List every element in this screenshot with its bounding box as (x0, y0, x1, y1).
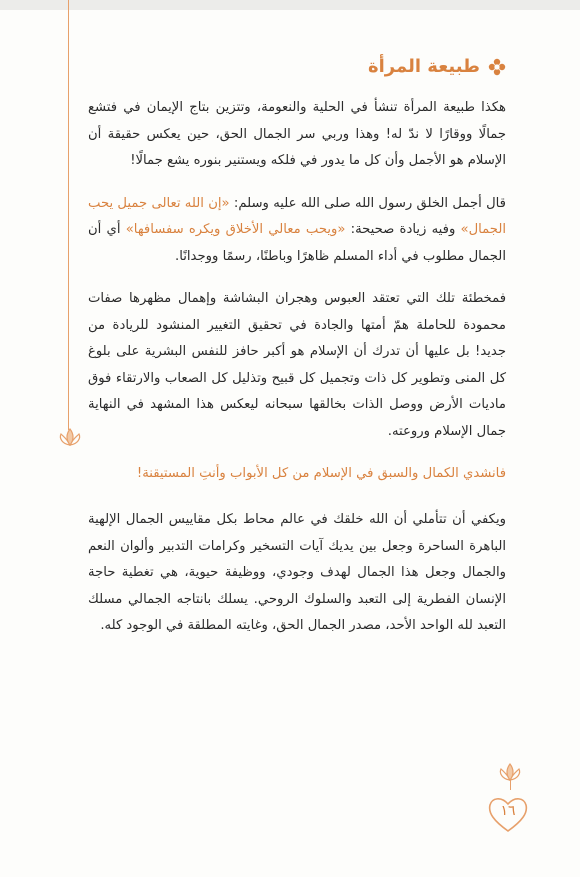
hadith-quote: «إن الله تعالى جميل يحب الجمال» (88, 195, 507, 237)
hadith-addition-quote: «ويحب معالي الأخلاق ويكره سفسافها» (125, 222, 346, 237)
paragraph-hadith (88, 191, 506, 271)
hadith-intro-text: قال أجمل الخلق رسول الله صلى الله عليه وسلم: (229, 195, 506, 211)
paragraph-intro: هكذا طبيعة المرأة تنشأ في الحلية والنعومة، وتتزين بتاج الإيمان في فتشع جمالًا ووقارًا لا ندّ له! وهذا وربي سر الجمال الحق، حين يعكس حقيقة أن الإسلام هو الأجمل وأن كل ما يدور في فلكه ويستنير بنوره يشع جمالًا! (88, 100, 506, 168)
page-title: طبيعة المرأة (368, 56, 480, 77)
paragraph-closing: ويكفي أن تتأملي أن الله خلقك في عالم محاط بكل مقاييس الجمال الإلهية الباهرة الساحرة وجعل بين يديك آيات التسخير وكرامات التدبير وألوان النعم والجمال وجعل هذا الجمال لهدف وجودي، ووظيفة حيوية، هي تغطية حاجة الإنسان الفطرية إلى التعبد والسلوك الروحي. يسلك بانتاجه الجمالي مسلك التعبد لله الواحد الأحد، مصدر الجمال الحق، وغايته المطلقة في الوجود كله. (88, 512, 506, 633)
page-number: ١٦ (500, 803, 516, 819)
paragraph-main: فمخطئة تلك التي تعتقد العبوس وهجران البشاشة وإهمال مظهرها صفات محمودة للحاملة همّ أمتها والجادة في تحقيق التغيير المنشود للريادة من جديد! بل عليها أن تدرك أن الإسلام هو أكبر حافز للنفس البشرية على بلوغ كل المنى وتطوير كل ذات وتجميل كل قبيح وتذليل كل الصعاب والارتقاء فوق ماديات الأرض ووصل الذات بخالقها سبحانه ليعكس هذا المشهد في النهاية جمال الإسلام وروعته. (88, 291, 506, 439)
decorative-vertical-line (510, 780, 511, 790)
lotus-ornament-icon (58, 428, 82, 446)
flower-icon (488, 58, 506, 76)
article-body (88, 56, 506, 656)
hadith-explanation-text: أي أن الجمال مطلوب في أداء المسلم ظاهرًا وباطنًا، رسمًا ووجدانًا. (88, 222, 506, 264)
decorative-vertical-line (68, 0, 69, 430)
top-border-band (0, 0, 580, 10)
callout-text: فانشدي الكمال والسبق في الإسلام من كل الأبواب وأنتِ المستيقنة! (136, 466, 506, 481)
hadith-connector-text: وفيه زيادة صحيحة: (345, 222, 461, 237)
lotus-ornament-icon (498, 763, 522, 781)
page-number-badge (486, 793, 530, 835)
section-heading (88, 56, 506, 77)
